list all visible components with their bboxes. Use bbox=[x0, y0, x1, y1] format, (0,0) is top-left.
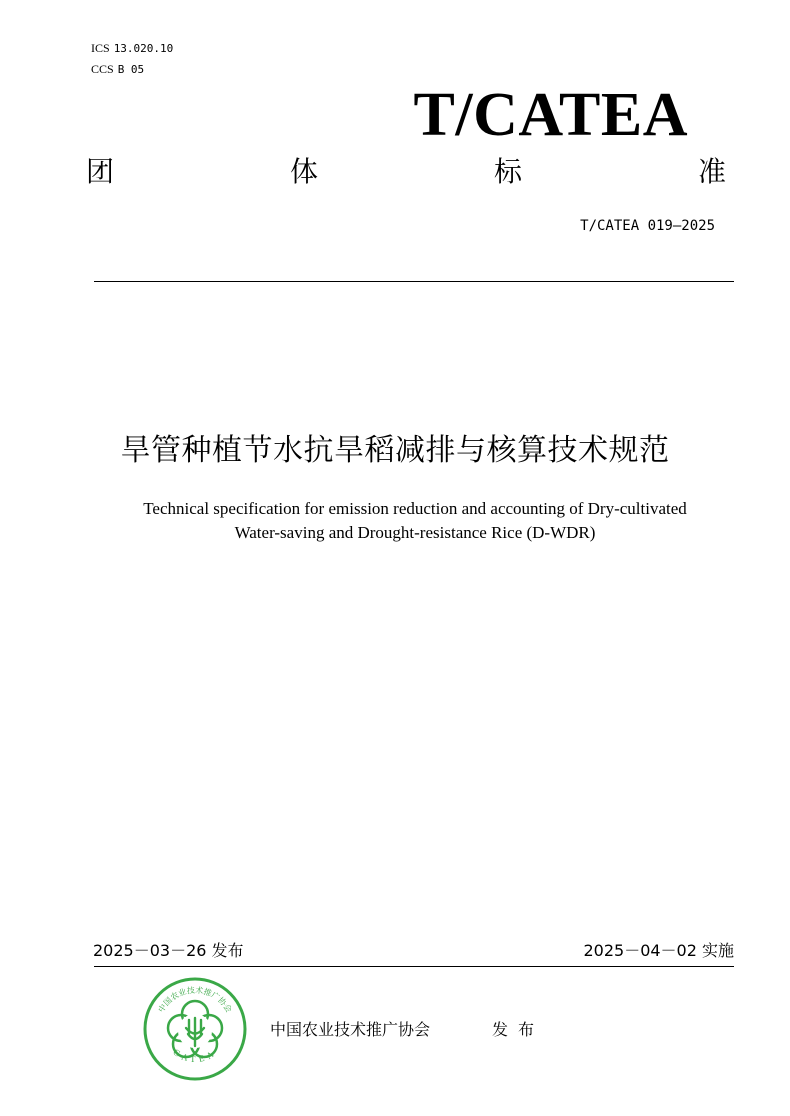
publish-label: 发布 bbox=[492, 1020, 545, 1039]
implementation-date: 2025－04－02 实施 bbox=[583, 941, 734, 960]
english-title-line: Water-saving and Drought-resistance Rice (D-WDR) bbox=[234, 523, 596, 542]
english-title-line: Technical specification for emission reduction and accounting of Dry-cultivated bbox=[143, 499, 687, 518]
footer-divider bbox=[94, 966, 734, 967]
ccs-line bbox=[91, 59, 173, 80]
ccs-label: CCS bbox=[91, 62, 114, 76]
classification-codes bbox=[91, 38, 173, 80]
standard-type-label bbox=[86, 152, 726, 192]
emblem-arc-text: 中国农业技术推广协会 bbox=[156, 985, 234, 1015]
standard-type-char: 标 bbox=[493, 155, 522, 188]
chinese-title: 旱管种植节水抗旱稻减排与核算技术规范 bbox=[120, 433, 670, 468]
ics-line bbox=[91, 38, 173, 59]
association-emblem-icon bbox=[142, 976, 248, 1082]
publisher-name: 中国农业技术推广协会 bbox=[270, 1020, 431, 1039]
svg-text:中国农业技术推广协会 bbox=[156, 985, 234, 1014]
header-divider bbox=[94, 281, 734, 282]
ics-label: ICS bbox=[91, 41, 110, 55]
emblem-bottom-text: CATEA bbox=[171, 1046, 219, 1065]
standard-type-char: 团 bbox=[86, 155, 115, 188]
association-code-title: T/CATEA bbox=[413, 81, 688, 149]
release-date: 2025－03－26 发布 bbox=[93, 941, 244, 960]
standard-type-char: 准 bbox=[697, 155, 726, 188]
svg-text:CATEA bbox=[171, 1047, 218, 1064]
english-title bbox=[60, 497, 770, 545]
ccs-code: B 05 bbox=[117, 63, 145, 76]
ics-code: 13.020.10 bbox=[113, 42, 174, 55]
standard-type-char: 体 bbox=[289, 155, 318, 188]
standard-number: T/CATEA 019—2025 bbox=[580, 218, 715, 234]
